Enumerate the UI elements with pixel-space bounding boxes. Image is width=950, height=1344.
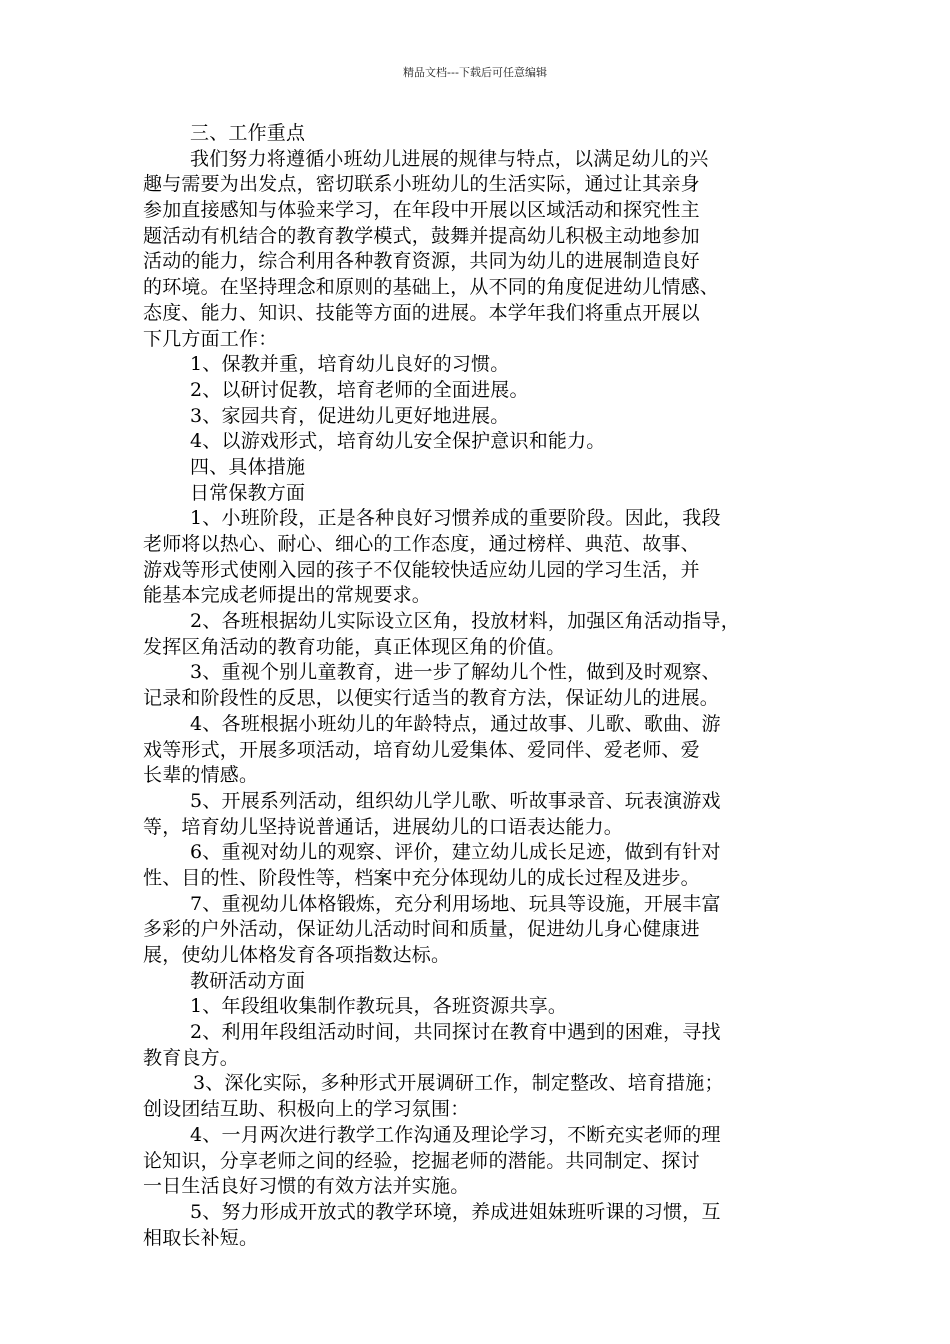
- document-line: 7、重视幼儿体格锻炼，充分利用场地、玩具等设施，开展丰富: [190, 892, 721, 915]
- document-line: 的环境。在坚持理念和原则的基础上，从不同的角度促进幼儿情感、: [143, 276, 720, 299]
- document-line: 6、重视对幼儿的观察、评价，建立幼儿成长足迹，做到有针对: [190, 841, 721, 864]
- document-line: 展，使幼儿体格发育各项指数达标。: [143, 944, 451, 966]
- document-line: 2、利用年段组活动时间，共同探讨在教育中遇到的困难，寻找: [190, 1021, 721, 1044]
- document-line: 游戏等形式使刚入园的孩子不仅能较快适应幼儿园的学习生活，并: [143, 558, 700, 581]
- document-line: 3、家园共育，促进幼儿更好地进展。: [190, 404, 510, 427]
- document-line: 三、工作重点: [190, 122, 306, 144]
- document-line: 5、开展系列活动，组织幼儿学儿歌、听故事录音、玩表演游戏: [190, 789, 721, 812]
- document-line: 老师将以热心、耐心、细心的工作态度，通过榜样、典范、故事、: [143, 533, 700, 555]
- document-line: 4、以游戏形式，培育幼儿安全保护意识和能力。: [190, 430, 606, 453]
- document-line: 创设团结互助、积极向上的学习氛围：: [143, 1098, 470, 1121]
- document-line: 参加直接感知与体验来学习，在年段中开展以区域活动和探究性主: [143, 199, 700, 222]
- document-line: 四、具体措施: [190, 455, 306, 478]
- document-line: 能基本完成老师提出的常规要求。: [143, 584, 432, 607]
- document-line: 下几方面工作：: [143, 327, 278, 350]
- document-line: 论知识，分享老师之间的经验，挖掘老师的潜能。共同制定、探讨: [143, 1149, 700, 1172]
- document-line: 趣与需要为出发点，密切联系小班幼儿的生活实际，通过让其亲身: [143, 173, 700, 196]
- document-line: 长辈的情感。: [143, 764, 259, 787]
- document-line: 1、小班阶段，正是各种良好习惯养成的重要阶段。因此，我段: [190, 507, 721, 530]
- document-line: 教研活动方面: [190, 969, 306, 992]
- document-line: 多彩的户外活动，保证幼儿活动时间和质量，促进幼儿身心健康进: [143, 918, 700, 941]
- document-line: 1、保教并重，培育幼儿良好的习惯。: [190, 353, 510, 376]
- document-line: 一日生活良好习惯的有效方法并实施。: [143, 1175, 470, 1198]
- document-line: 3、深化实际，多种形式开展调研工作，制定整改、培育措施；: [193, 1072, 724, 1095]
- document-line: 2、各班根据幼儿实际设立区角，投放材料，加强区角活动指导，: [190, 610, 740, 633]
- document-line: 5、努力形成开放式的教学环境，养成进姐妹班听课的习惯，互: [190, 1200, 721, 1223]
- document-line: 教育良方。: [143, 1046, 240, 1069]
- document-line: 题活动有机结合的教育教学模式，鼓舞并提高幼儿积极主动地参加: [143, 224, 700, 247]
- document-line: 4、一月两次进行教学工作沟通及理论学习，不断充实老师的理: [190, 1123, 721, 1146]
- page-header-watermark: 精品文档---下载后可任意编辑: [403, 66, 547, 79]
- document-line: 等，培育幼儿坚持说普通话，进展幼儿的口语表达能力。: [143, 815, 624, 838]
- document-line: 发挥区角活动的教育功能，真正体现区角的价值。: [143, 635, 566, 658]
- document-body: [143, 121, 825, 1251]
- document-line: 1、年段组收集制作教玩具，各班资源共享。: [190, 995, 568, 1018]
- document-line: 性、目的性、阶段性等，档案中充分体现幼儿的成长过程及进步。: [143, 866, 700, 889]
- document-line: 日常保教方面: [190, 481, 306, 504]
- document-line: 记录和阶段性的反思，以便实行适当的教育方法，保证幼儿的进展。: [143, 687, 720, 710]
- document-line: 3、重视个别儿童教育，进一步了解幼儿个性，做到及时观察、: [190, 661, 721, 684]
- document-line: 4、各班根据小班幼儿的年龄特点，通过故事、儿歌、歌曲、游: [190, 712, 721, 735]
- document-line: 我们努力将遵循小班幼儿进展的规律与特点，以满足幼儿的兴: [190, 147, 709, 170]
- document-line: 态度、能力、知识、技能等方面的进展。本学年我们将重点开展以: [143, 301, 700, 324]
- document-line: 活动的能力，综合利用各种教育资源，共同为幼儿的进展制造良好: [143, 250, 700, 273]
- document-line: 2、以研讨促教，培育老师的全面进展。: [190, 378, 529, 401]
- document-line: 相取长补短。: [143, 1226, 259, 1249]
- document-line: 戏等形式，开展多项活动，培育幼儿爱集体、爱同伴、爱老师、爱: [143, 738, 700, 761]
